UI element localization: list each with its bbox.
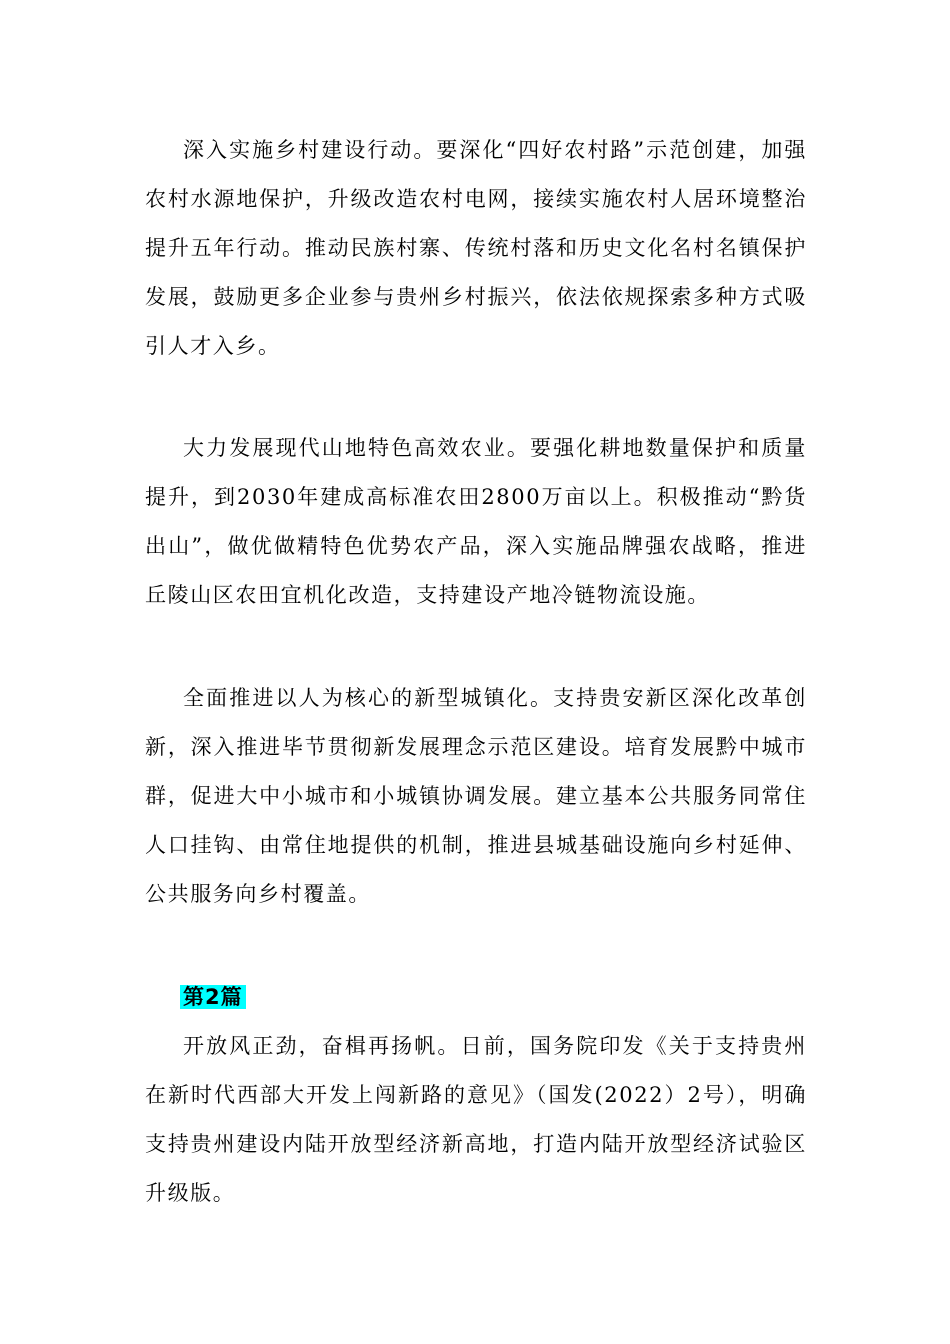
highlighted-heading-text: 第2篇	[180, 985, 246, 1009]
paragraph-urbanization: 全面推进以人为核心的新型城镇化。支持贵安新区深化改革创新，深入推进毕节贯彻新发展理念示范区建设。培育发展黔中城市群，促进大中小城市和小城镇协调发展。建立基本公共服务同常住人口挂钩、由常住地提供的机制，推进县城基础设施向乡村延伸、公共服务向乡村覆盖。	[145, 686, 807, 906]
paragraph-mountain-agriculture: 大力发展现代山地特色高效农业。要强化耕地数量保护和质量提升，到2030年建成高标准农田2800万亩以上。积极推动“黔货出山”，做优做精特色优势农产品，深入实施品牌强农战略，推进丘陵山区农田宜机化改造，支持建设产地冷链物流设施。	[145, 436, 807, 607]
section-heading	[180, 984, 246, 1011]
paragraph-rural-construction: 深入实施乡村建设行动。要深化“四好农村路”示范创建，加强农村水源地保护，升级改造农村电网，接续实施农村人居环境整治提升五年行动。推动民族村寨、传统村落和历史文化名村名镇保护发展，鼓励更多企业参与贵州乡村振兴，依法依规探索多种方式吸引人才入乡。	[145, 138, 807, 358]
paragraph-opening-up: 开放风正劲，奋楫再扬帆。日前，国务院印发《关于支持贵州在新时代西部大开发上闯新路的意见》（国发(2022）2号），明确支持贵州建设内陆开放型经济新高地，打造内陆开放型经济试验区升级版。	[145, 1034, 807, 1205]
